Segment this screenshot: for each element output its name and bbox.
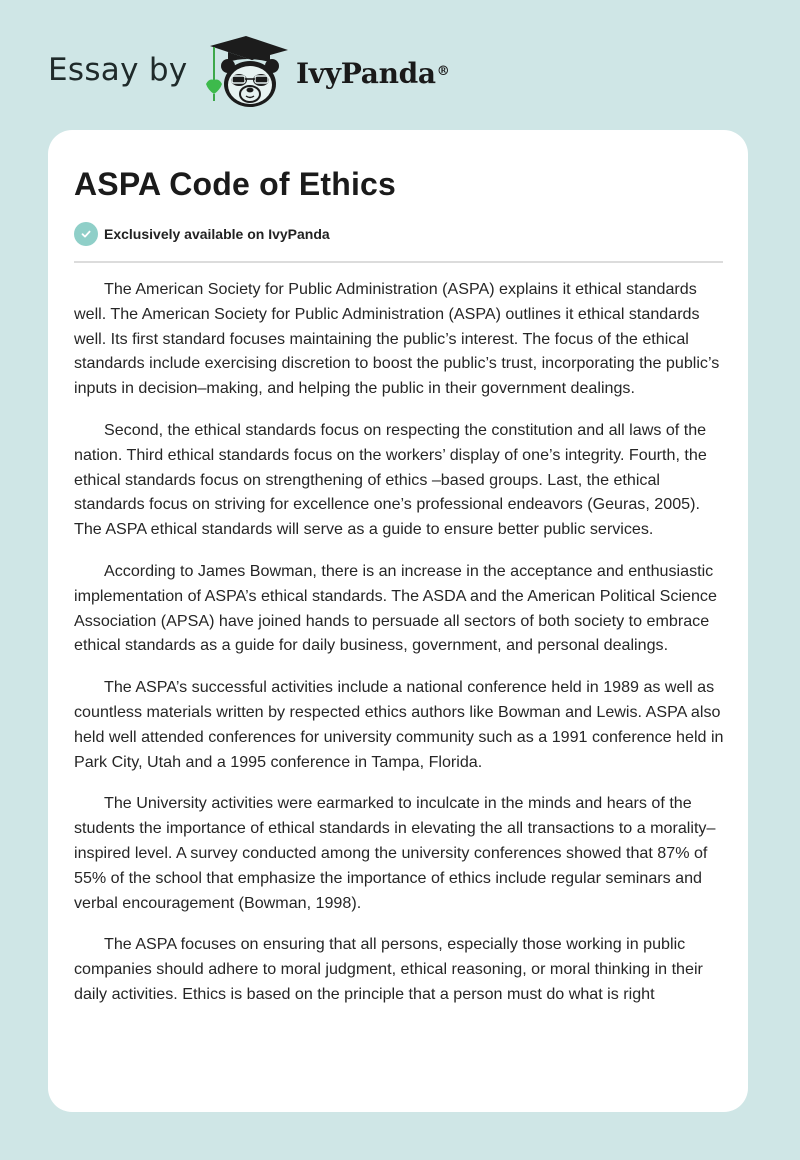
essay-body [74, 277, 726, 1024]
paragraph: The University activities were earmarked to inculcate in the minds and hears of the students the importance of ethical standards in elevating the all transactions to a morality–inspired level. A survey conducted among the university conferences showed that 87% of 55% of the school that emphasize the importance of ethics include regular seminars and verbal encouragement (Bowman, 1998). [74, 794, 716, 912]
registered-mark: ® [436, 64, 450, 79]
divider [74, 261, 723, 263]
page-title: ASPA Code of Ethics [74, 166, 397, 202]
essay-card [48, 130, 748, 1112]
paragraph: The ASPA focuses on ensuring that all persons, especially those working in public companies should adhere to moral judgment, ethical reasoning, or moral thinking in their daily activities. Ethics is based on the principle that a person must do what is right [74, 935, 703, 1003]
site-header [0, 0, 800, 130]
paragraph: The American Society for Public Administration (ASPA) explains it ethical standards well. The American Society for Public Administration (ASPA) outlines it ethical standards well. Its first standard focuses maintaining the public’s interest. The focus of the ethical standards include exercising discretion to boost the public’s trust, incorporating the public’s inputs in decision–making, and helping the public in their government dealings. [74, 280, 720, 398]
exclusive-badge [74, 222, 330, 246]
paragraph: According to James Bowman, there is an increase in the acceptance and enthusiastic implementation of ASPA’s ethical standards. The ASDA and the American Political Science Association (APSA) have joined hands to persuade all sectors of both society to embrace ethical standards as a guide for daily business, government, and personal dealings. [74, 561, 717, 655]
paragraph: The ASPA’s successful activities include a national conference held in 1989 as well as countless materials written by respected ethics authors like Bowman and Lewis. ASPA also held well attended conferences for university community such as a 1991 conference held in Park City, Utah and a 1995 conference in Tampa, Florida. [74, 678, 724, 771]
panda-graduation-cap-icon[interactable] [200, 34, 292, 110]
essay-by-label: Essay by [48, 52, 188, 88]
exclusive-badge-text: Exclusively available on IvyPanda [104, 226, 330, 242]
check-circle-icon [74, 222, 98, 246]
brand-name[interactable] [296, 56, 449, 92]
paragraph: Second, the ethical standards focus on respecting the constitution and all laws of the nation. Third ethical standards focus on the workers’ display of one’s integrity. Fourth, the ethical standards focus on strengthening of ethics –based groups. Last, the ethical standards focus on striving for excellence one’s professional endeavors (Geuras, 2005). The ASPA ethical standards will serve as a guide to ensure better public services. [74, 420, 707, 539]
brand-text: IvyPanda [296, 57, 436, 90]
